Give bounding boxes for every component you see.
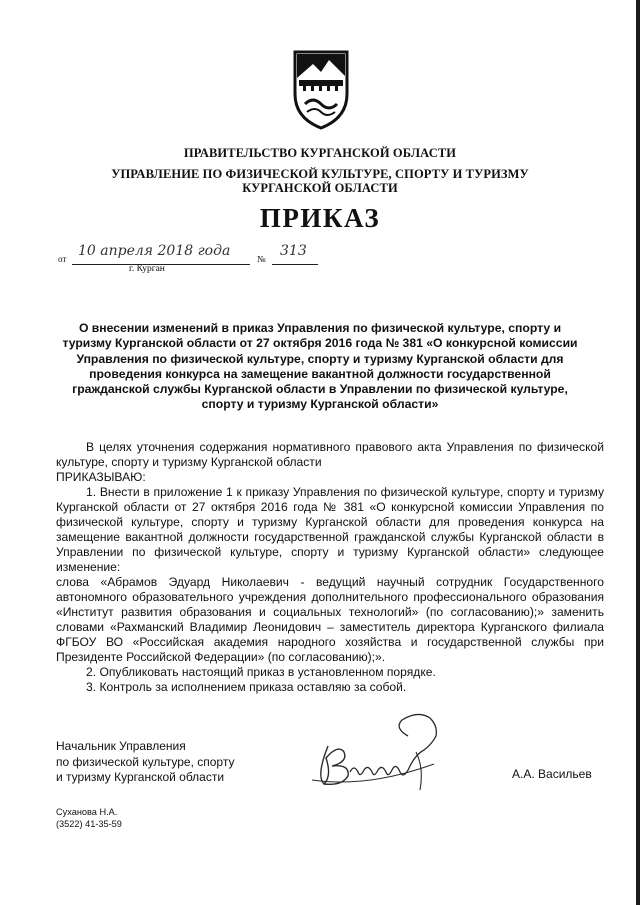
handwritten-date: 10 апреля 2018 года <box>78 243 231 259</box>
position-line-3: и туризму Курганской области <box>56 770 225 784</box>
order-body <box>56 440 604 695</box>
position-line-1: Начальник Управления <box>56 739 186 753</box>
item-1-detail: слова «Абрамов Эдуард Николаевич - ведущий научный сотрудник Государственного автономного образовательного учреждения дополнительного профессионального образования «Институт развития образования и социальных технологий» (по согласованию);» заменить словами «Рахманский Владимир Леонидович – заместитель директора Курганского филиала ФГБОУ ВО «Российская академия народного хозяйства и государственной службы при Президенте Российской Федерации» (по согласованию);». <box>56 575 604 664</box>
position-line-2: по физической культуре, спорту <box>56 754 235 769</box>
order-subject: О внесении изменений в приказ Управления по физической культуре, спорту и туризму Курганской области от 27 октября 2016 года № 381 «О конкурсной комиссии Управления по физической культуре, спорту и туризму Курганской области для проведения конкурса на замещение вакантной должности государственной гражданской службы Курганской области в Управлении по физической культуре, спорту и туризму Курганской области» <box>62 321 578 412</box>
item-2: 2. Опубликовать настоящий приказ в установленном порядке. <box>86 665 436 679</box>
number-prefix: № <box>257 254 266 264</box>
intro-paragraph: В целях уточнения содержания нормативного правового акта Управления по физической культуре, спорту и туризму Курганской области <box>56 440 604 469</box>
department-name-line1: УПРАВЛЕНИЕ ПО ФИЗИЧЕСКОЙ КУЛЬТУРЕ, СПОРТУ И ТУРИЗМУ <box>111 167 529 181</box>
coat-of-arms-icon <box>291 48 351 130</box>
executor-phone: (3522) 41-35-59 <box>56 819 122 829</box>
date-prefix: от <box>58 254 67 264</box>
department-name-line2: КУРГАНСКОЙ ОБЛАСТИ <box>242 181 398 195</box>
executor-name: Суханова Н.А. <box>56 807 118 817</box>
scan-edge <box>636 0 640 905</box>
date-number-line <box>58 245 328 275</box>
handwritten-number: 313 <box>280 243 307 259</box>
item-1: 1. Внести в приложение 1 к приказу Управления по физической культуре, спорту и туризму Курганской области от 27 октября 2016 года № 381 «О конкурсной комиссии Управления по физической культуре, спорту и туризму Курганской области для проведения конкурса на замещение вакантной должности государственной гражданской службы Курганской области в Управлении по физической культуре, спорту и туризму Курганской области» следующее изменение: <box>56 485 604 574</box>
city-name: г. Курган <box>129 264 165 274</box>
executor-info <box>56 806 122 830</box>
handwritten-signature <box>298 706 448 792</box>
signer-name: А.А. Васильев <box>512 767 592 781</box>
government-name: ПРАВИТЕЛЬСТВО КУРГАНСКОЙ ОБЛАСТИ <box>183 146 457 160</box>
signatory-position <box>56 739 234 786</box>
document-type-title: ПРИКАЗ <box>259 203 381 233</box>
item-3: 3. Контроль за исполнением приказа оставляю за собой. <box>86 680 407 694</box>
order-word: ПРИКАЗЫВАЮ: <box>56 470 146 484</box>
